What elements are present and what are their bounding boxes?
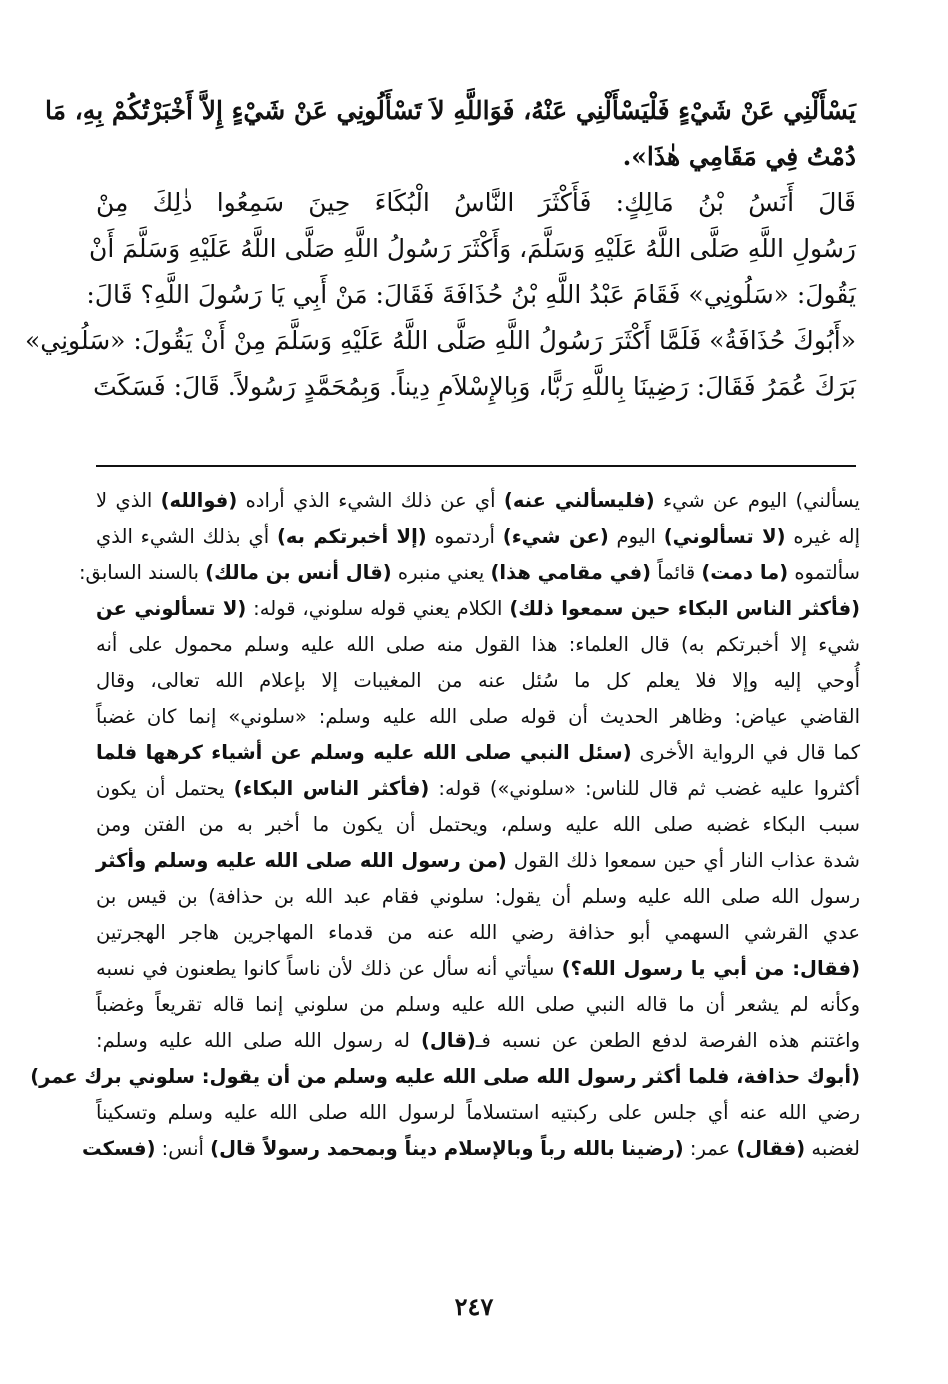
commentary-text: [30, 483, 861, 1167]
hadith-line: بَرَكَ عُمَرُ فَقَالَ: رَضِينَا بِاللَّهِ رَبًّا، وَبِالإِسْلاَمِ دِيناً. وَبِمُحَمَّدٍ رَسُولاً. قَالَ: فَسَكَتَ: [93, 372, 856, 401]
footnote-divider: [96, 465, 856, 467]
commentary-line: واغتنم هذه الفرصة لدفع الطعن عن نسبه فـ(قال) له رسول الله صلى الله عليه وسلم:: [96, 1029, 860, 1052]
commentary-line: أكثروا عليه غضب ثم قال للناس: «سلوني») قوله: (فأكثر الناس البكاء) يحتمل أن يكون: [96, 777, 860, 800]
commentary-line: سألتموه (ما دمت) قائماً (في مقامي هذا) يعني منبره (قال أنس بن مالك) بالسند السابق:: [78, 561, 860, 584]
hadith-line: «أَبُوكَ حُذَافَةُ» فَلَمَّا أَكْثَرَ رَسُولُ اللَّهِ صَلَّى اللَّهُ عَلَيْهِ وَسَلَّمَ مِنْ أَنْ يَقُولَ: «سَلُونِي»: [24, 326, 856, 355]
commentary-line: كما قال في الرواية الأخرى (سئل النبي صلى الله عليه وسلم عن أشياء كرهها فلما: [96, 741, 861, 764]
commentary-line: (فقال: من أبي يا رسول الله؟) سيأتي أنه سأل عن ذلك لأن ناساً كانوا يطعنون في نسبه: [96, 957, 860, 980]
hadith-text: [24, 88, 856, 410]
commentary-line: رضي الله عنه أي جلس على ركبتيه استسلاماً لرسول الله صلى الله عليه وسلم وتسكيناً: [96, 1101, 860, 1124]
commentary-line: شيء إلا أخبرتكم به) قال العلماء: هذا القول منه صلى الله عليه وسلم محمول على أنه: [96, 633, 860, 656]
hadith-line: يَقُولَ: «سَلُونِي» فَقَامَ عَبْدُ اللَّهِ بْنُ حُذَافَةَ فَقَالَ: مَنْ أَبِي يَا رَسُولَ اللَّهِ؟ قَالَ:: [86, 280, 856, 309]
page-number: ٢٤٧: [454, 1292, 494, 1321]
commentary-line: رسول الله صلى الله عليه وسلم أن يقول: سلوني فقام عبد الله بن حذافة) بن قيس بن: [96, 885, 860, 908]
commentary-line: (أبوك حذافة، فلما أكثر رسول الله صلى الله عليه وسلم من أن يقول: سلوني برك عمر): [30, 1065, 860, 1088]
commentary-line: وكأنه لم يشعر أن ما قاله النبي صلى الله عليه وسلم من سلوني إنما قاله تقريعاً وغضباً: [96, 993, 860, 1016]
commentary-line: أُوحي إليه وإلا فلا يعلم كل ما سُئل عنه من المغيبات إلا بإعلام الله تعالى، وقال: [96, 669, 860, 692]
commentary-line: شدة عذاب النار أي حين سمعوا ذلك القول (من رسول الله صلى الله عليه وسلم وأكثر: [96, 849, 860, 872]
commentary-line: لغضبه (فقال) عمر: (رضينا بالله رباً وبالإسلام ديناً وبمحمد رسولاً قال) أنس: (فسكت: [81, 1137, 860, 1160]
commentary-line: يسألني) اليوم عن شيء (فليسألني عنه) أي عن ذلك الشيء الذي أراده (فوالله) الذي لا: [96, 489, 860, 512]
commentary-line: القاضي عياض: وظاهر الحديث أن قوله صلى الله عليه وسلم: «سلوني» إنما كان غضباً: [96, 705, 860, 728]
hadith-line: قَالَ أَنَسُ بْنُ مَالِكٍ: فَأَكْثَرَ النَّاسُ الْبُكَاءَ حِينَ سَمِعُوا ذٰلِكَ مِنْ: [96, 188, 856, 217]
commentary-line: سبب البكاء غضبه صلى الله عليه وسلم، ويحتمل أن يكون ما أخبر به من الفتن ومن: [96, 813, 860, 836]
hadith-line: رَسُولِ اللَّهِ صَلَّى اللَّهُ عَلَيْهِ وَسَلَّمَ، وَأَكْثَرَ رَسُولُ اللَّهِ صَلَّى اللَّهُ عَلَيْهِ وَسَلَّمَ أَنْ: [89, 234, 856, 263]
hadith-line: دُمْتُ فِي مَقَامِي هٰذَا».: [622, 142, 856, 171]
commentary-line: عدي القرشي السهمي أبو حذافة رضي الله عنه من قدماء المهاجرين هاجر الهجرتين: [96, 921, 860, 944]
commentary-line: (فأكثر الناس البكاء حين سمعوا ذلك) الكلام يعني قوله سلوني، قوله: (لا تسألوني عن: [96, 597, 860, 620]
hadith-line: يَسْأَلْنِي عَنْ شَيْءٍ فَلْيَسْأَلْنِي عَنْهُ، فَوَاللَّهِ لاَ تَسْأَلُونِي عَنْ شَيْءٍ إِلاَّ أَخْبَرْتُكُمْ بِهِ، مَا: [45, 96, 856, 125]
commentary-line: إله غيره (لا تسألوني) اليوم (عن شيء) أردتموه (إلا أخبرتكم به) أي بذلك الشيء الذي: [96, 525, 861, 548]
